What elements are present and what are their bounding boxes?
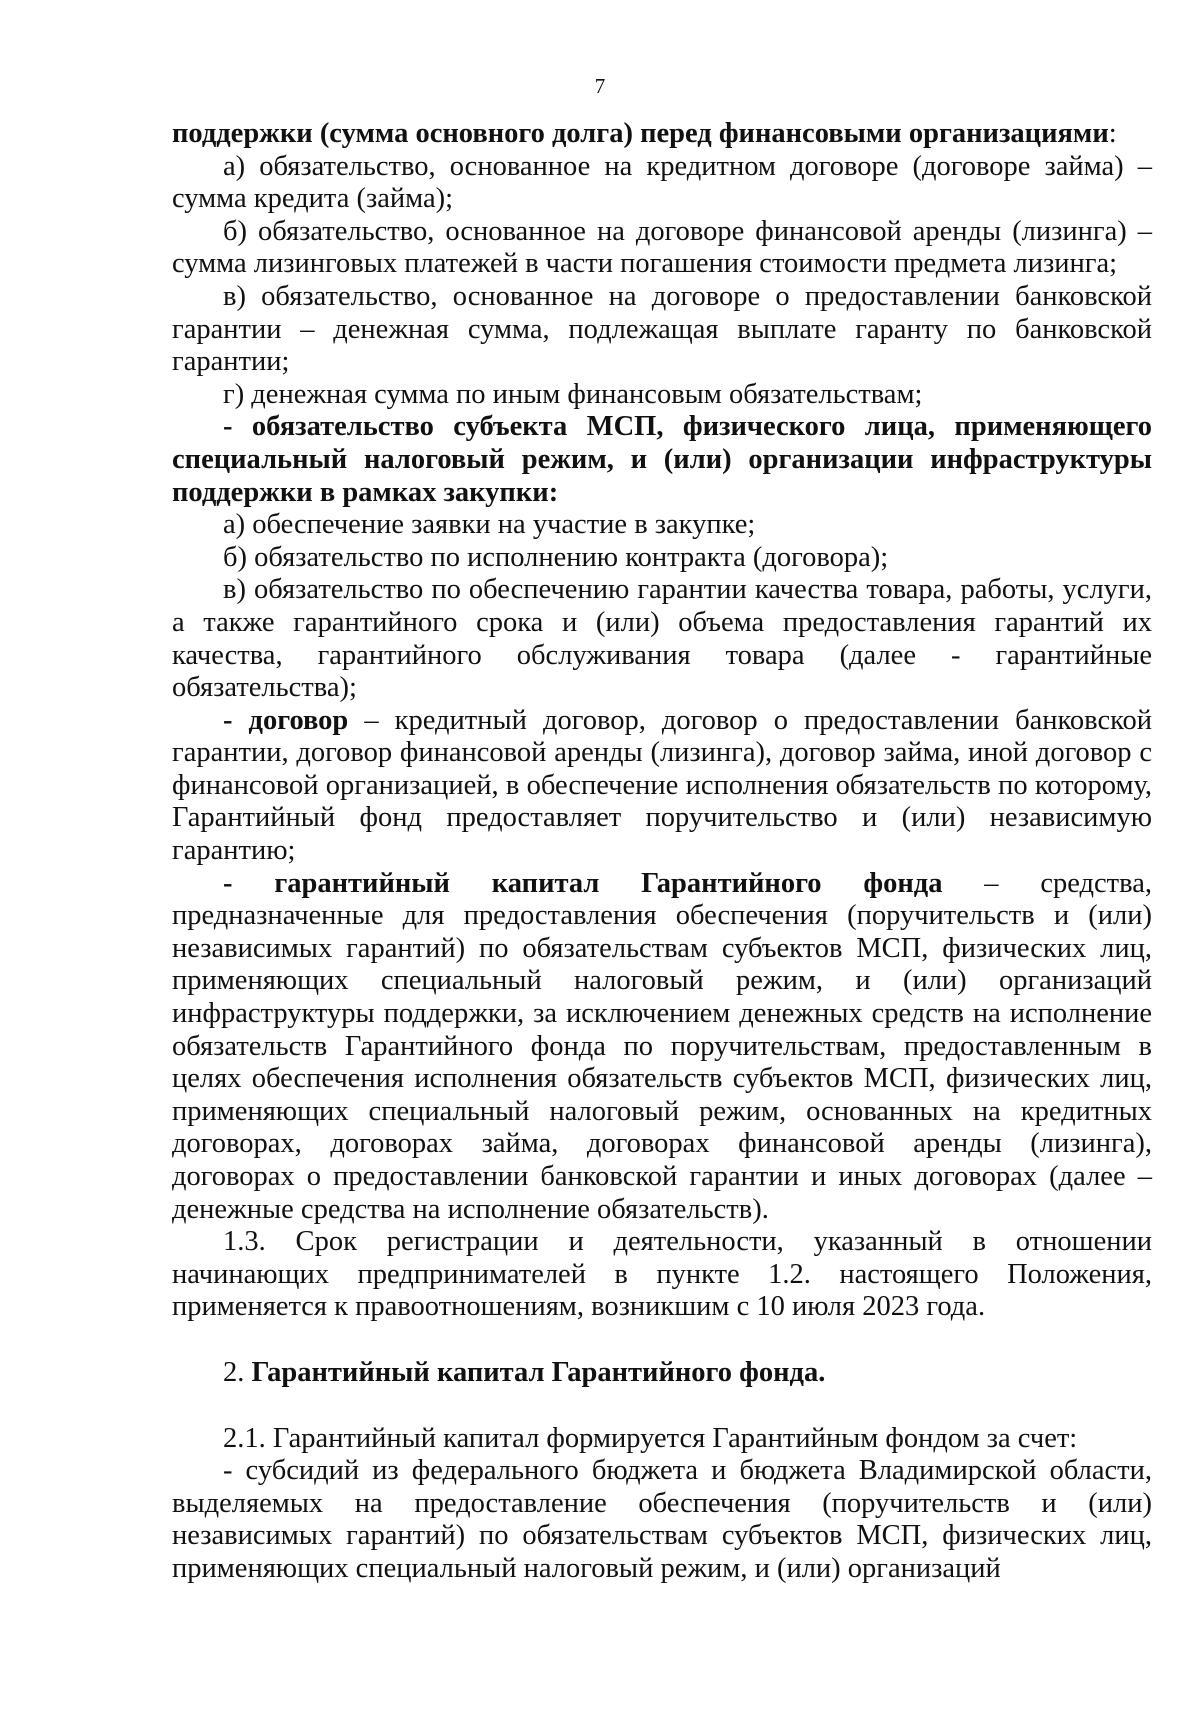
paragraph-text: б) обязательство, основанное на договоре финансовой аренды (лизинга) – сумма лизинговых платежей в части погашения стоимости предмета лизинга; [172, 215, 1152, 280]
page-number: 7 [594, 74, 606, 98]
paragraph [172, 574, 1152, 704]
bold-term: - договор [223, 704, 349, 736]
paragraph [172, 705, 1152, 868]
paragraph [172, 411, 1152, 509]
paragraph [172, 868, 1152, 1227]
paragraph [172, 1423, 1152, 1456]
paragraph [172, 1455, 1152, 1585]
paragraph [172, 281, 1152, 379]
section-spacer [172, 1390, 1152, 1423]
paragraph-text: – кредитный договор, договор о предоставлении банковской гарантии, договор финансовой аренды (лизинга), договор займа, иной договор с финансовой организацией, в обеспечение исполнения обязательств по которому, Гарантийный фонд предоставляет поручительство и (или) независимую гарантию; [172, 704, 1152, 867]
paragraph-text: – средства, предназначенные для предоставления обеспечения (поручительств и (или) независимых гарантий) по обязательствам субъектов МСП, физических лиц, применяющих специальный налоговый режим, и (или) организаций инфраструктуры поддержки, за исключением денежных средств на исполнение обязательств Гарантийного фонда по поручительствам, предоставленным в целях обеспечения исполнения обязательств субъектов МСП, физических лиц, применяющих специальный налоговый режим, основанных на кредитных договорах, договорах займа, договорах финансовой аренды (лизинга), договорах о предоставлении банковской гарантии и иных договорах (далее – денежные средства на исполнение обязательств). [172, 867, 1152, 1225]
document-body [172, 118, 1152, 1586]
paragraph [172, 509, 1152, 542]
bold-term: поддержки (сумма основного долга) перед финансовыми организациями [172, 118, 1109, 149]
paragraph-text: а) обязательство, основанное на кредитном договоре (договоре займа) – сумма кредита (займа); [172, 150, 1152, 215]
paragraph-text: а) обеспечение заявки на участие в закупке; [223, 509, 756, 541]
paragraph-text: 1.3. Срок регистрации и деятельности, указанный в отношении начинающих предпринимателей в пункте 1.2. настоящего Положения, применяется к правоотношениям, возникшим с 10 июля 2023 года. [172, 1226, 1152, 1323]
paragraph-text: г) денежная сумма по иным финансовым обязательствам; [223, 378, 923, 410]
paragraph [172, 379, 1152, 412]
paragraph-text: : [1108, 118, 1117, 149]
section-heading [172, 1357, 1152, 1390]
bold-term: Гарантийный капитал Гарантийного фонда. [251, 1356, 826, 1388]
section-number: 2. [223, 1356, 252, 1388]
paragraph [172, 216, 1152, 281]
bold-term: - гарантийный капитал Гарантийного фонда [223, 867, 943, 899]
paragraph-text: в) обязательство по обеспечению гарантии качества товара, работы, услуги, а также гарантийного срока и (или) объема предоставления гарантий их качества, гарантийного обслуживания товара (далее - гарантийные обязательства); [172, 574, 1152, 704]
paragraph-text: 2.1. Гарантийный капитал формируется Гарантийным фондом за счет: [223, 1422, 1078, 1454]
paragraph-text: б) обязательство по исполнению контракта (договора); [223, 541, 889, 573]
paragraph [172, 151, 1152, 216]
paragraph-text: - субсидий из федерального бюджета и бюджета Владимирской области, выделяемых на предоставление обеспечения (поручительств и (или) независимых гарантий) по обязательствам субъектов МСП, физических лиц, применяющих специальный налоговый режим, и (или) организаций [172, 1455, 1152, 1584]
paragraph [172, 118, 1152, 151]
paragraph [172, 1226, 1152, 1324]
section-spacer [172, 1324, 1152, 1357]
paragraph-text: в) обязательство, основанное на договоре о предоставлении банковской гарантии – денежная сумма, подлежащая выплате гаранту по банковской гарантии; [172, 280, 1152, 378]
paragraph [172, 542, 1152, 575]
bold-term: - обязательство субъекта МСП, физического лица, применяющего специальный налоговый режим, и (или) организации инфраструктуры поддержки в рамках закупки: [172, 411, 1152, 508]
